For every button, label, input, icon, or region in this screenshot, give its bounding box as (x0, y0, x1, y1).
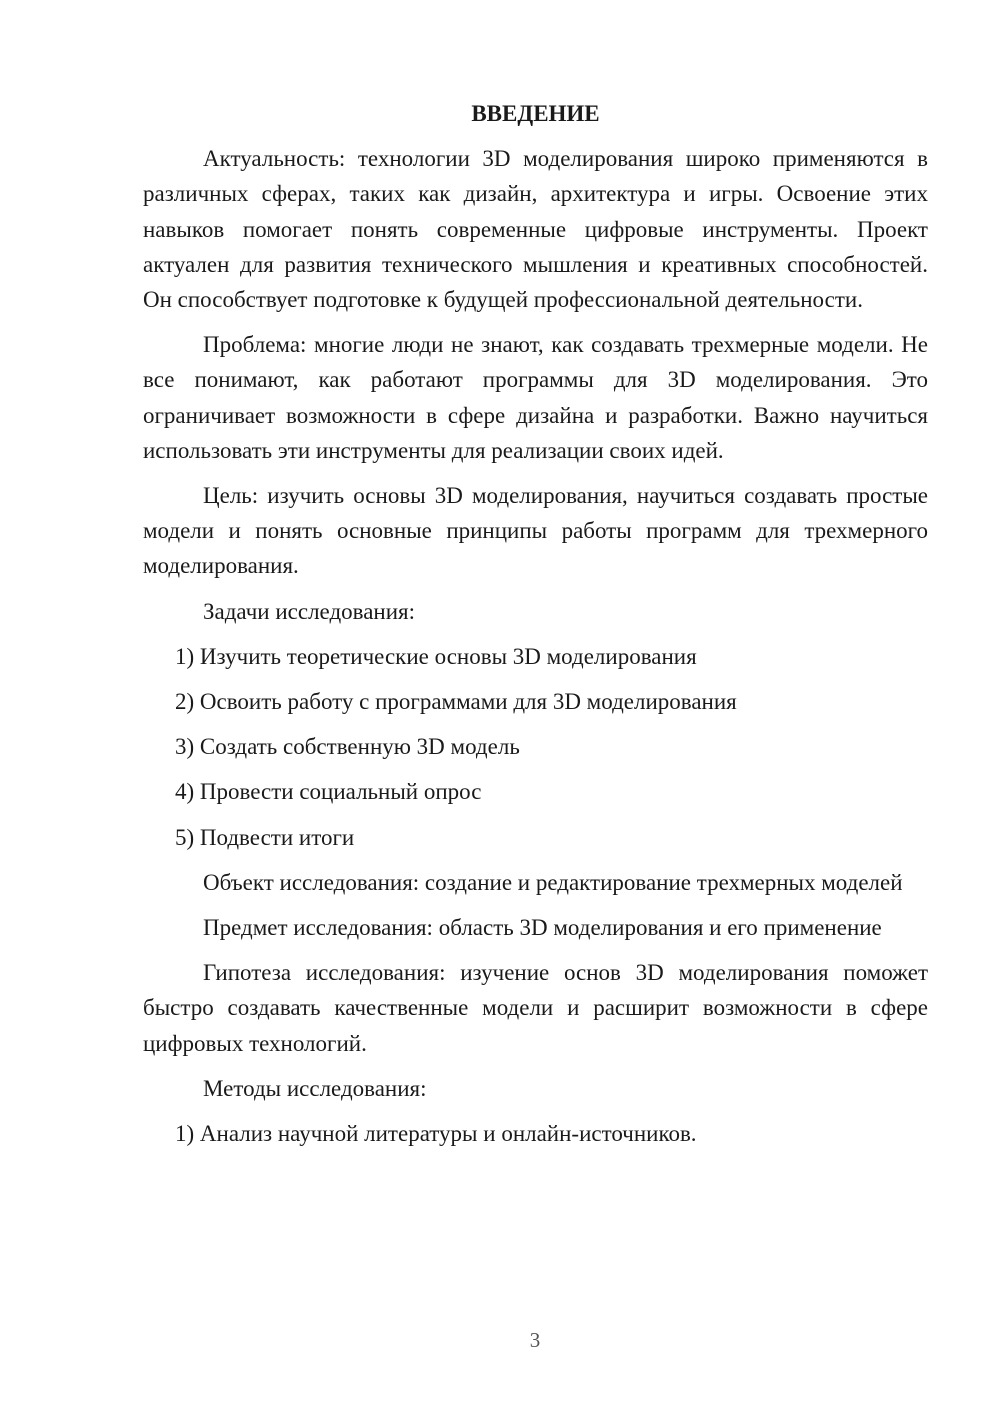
methods-heading: Методы исследования: (203, 1075, 427, 1101)
object-paragraph: Объект исследования: создание и редактирование трехмерных моделей (203, 869, 903, 895)
hypothesis-paragraph: Гипотеза исследования: изучение основ 3D моделирования поможет быстро создавать качественные модели и расширит возможности в сфере цифровых технологий. (143, 960, 928, 1056)
task-item-5: 5) Подвести итоги (175, 824, 355, 850)
page-number: 3 (529, 1328, 541, 1352)
document-page (143, 96, 928, 1161)
problem-paragraph: Проблема: многие люди не знают, как создавать трехмерные модели. Не все понимают, как работают программы для 3D моделирования. Это ограничивает возможности в сфере дизайна и разработки. Важно научиться использовать эти инструменты для реализации своих идей. (143, 332, 928, 463)
task-item-3: 3) Создать собственную 3D модель (175, 734, 520, 760)
goal-paragraph: Цель: изучить основы 3D моделирования, научиться создавать простые модели и понять основные принципы работы программ для трехмерного моделирования. (143, 483, 928, 579)
page-title: ВВЕДЕНИЕ (471, 101, 600, 126)
subject-paragraph: Предмет исследования: область 3D моделирования и его применение (203, 915, 882, 941)
tasks-heading: Задачи исследования: (203, 598, 416, 624)
task-item-4: 4) Провести социальный опрос (175, 779, 482, 805)
task-item-1: 1) Изучить теоретические основы 3D моделирования (175, 643, 697, 669)
method-item-1: 1) Анализ научной литературы и онлайн-источников. (175, 1121, 697, 1147)
task-item-2: 2) Освоить работу с программами для 3D моделирования (175, 689, 737, 715)
relevance-paragraph: Актуальность: технологии 3D моделирования широко применяются в различных сферах, таких как дизайн, архитектура и игры. Освоение этих навыков помогает понять современные цифровые инструменты. Проект актуален для развития технического мышления и креативных способностей. Он способствует подготовке к будущей профессиональной деятельности. (143, 146, 928, 313)
